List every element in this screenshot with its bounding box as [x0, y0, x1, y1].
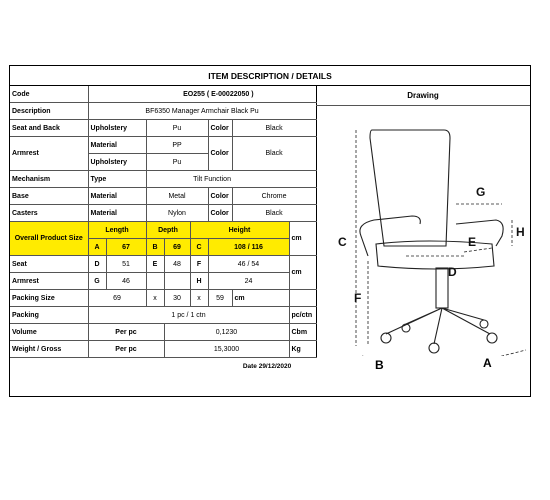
- packing-size-label: Packing Size: [10, 290, 88, 307]
- base-color: Chrome: [232, 188, 316, 205]
- h-label: H: [190, 273, 208, 290]
- dim-label-c: C: [338, 235, 347, 249]
- b-label: B: [146, 239, 164, 256]
- dim-label-b: B: [375, 358, 384, 372]
- description-label: Description: [10, 103, 88, 120]
- base-color-label: Color: [208, 188, 232, 205]
- chair-drawing: [316, 106, 530, 356]
- c-value: 108 / 116: [208, 239, 289, 256]
- chair-base: [386, 308, 490, 344]
- weight-per: Per pc: [88, 341, 164, 358]
- casters-label: Casters: [10, 205, 88, 222]
- packing-size-x1: x: [146, 290, 164, 307]
- armrest-color: Black: [232, 137, 316, 171]
- a-value: 67: [106, 239, 146, 256]
- chair-seat: [376, 241, 494, 269]
- e-value: 48: [164, 256, 190, 273]
- casters-row: [10, 205, 316, 222]
- drawing-ab-labels: [315, 345, 529, 385]
- dim-label-h: H: [516, 225, 525, 239]
- volume-unit: Cbm: [289, 324, 316, 341]
- volume-per: Per pc: [88, 324, 164, 341]
- description-row: [10, 103, 316, 120]
- casters-color: Black: [232, 205, 316, 222]
- armrest-dims-label: Armrest: [10, 273, 88, 290]
- h-value: 24: [208, 273, 289, 290]
- seat-back-row: [10, 120, 316, 137]
- code-row: [10, 86, 316, 103]
- seat-back-color: Black: [232, 120, 316, 137]
- seat-dims-label: Seat: [10, 256, 88, 273]
- d-value: 51: [106, 256, 146, 273]
- d-label: D: [88, 256, 106, 273]
- armrest-upholstery: Pu: [146, 154, 208, 171]
- a-label: A: [88, 239, 106, 256]
- mechanism-label: Mechanism: [10, 171, 88, 188]
- dim-label-d: D: [448, 265, 457, 279]
- armrest-row-1: [10, 137, 316, 154]
- chair-caster: [381, 333, 391, 343]
- dim-label-e: E: [468, 235, 477, 249]
- e-label: E: [146, 256, 164, 273]
- code-value: EO255 ( E-00022050 ): [88, 86, 316, 103]
- dims-unit: cm: [289, 256, 316, 290]
- seat-back-field: Upholstery: [88, 120, 146, 137]
- date-value: Date 29/12/2020: [10, 358, 316, 375]
- weight-label: Weight / Gross: [10, 341, 88, 358]
- base-material: Metal: [146, 188, 208, 205]
- packing-size-l: 69: [88, 290, 146, 307]
- f-value: 46 / 54: [208, 256, 289, 273]
- casters-color-label: Color: [208, 205, 232, 222]
- casters-material: Nylon: [146, 205, 208, 222]
- chair-caster: [487, 333, 497, 343]
- casters-material-label: Material: [88, 205, 146, 222]
- depth-header: Depth: [146, 222, 190, 239]
- volume-value: 0,1230: [164, 324, 289, 341]
- mechanism-type-label: Type: [88, 171, 146, 188]
- armrest-material: PP: [146, 137, 208, 154]
- seat-back-value: Pu: [146, 120, 208, 137]
- armrest-material-label: Material: [88, 137, 146, 154]
- length-header: Length: [88, 222, 146, 239]
- base-label: Base: [10, 188, 88, 205]
- packing-value: 1 pc / 1 ctn: [88, 307, 289, 324]
- armrest-dims-row: [10, 273, 316, 290]
- armrest-label: Armrest: [10, 137, 88, 171]
- weight-value: 15,3000: [164, 341, 289, 358]
- dim-label-a: A: [483, 356, 492, 370]
- armrest-upholstery-label: Upholstery: [88, 154, 146, 171]
- date-row: [10, 358, 316, 375]
- weight-unit: Kg: [289, 341, 316, 358]
- chair-backrest: [370, 130, 450, 246]
- volume-row: [10, 324, 316, 341]
- packing-row: [10, 307, 316, 324]
- armrest-color-label: Color: [208, 137, 232, 171]
- mechanism-value: Tilt Function: [146, 171, 316, 188]
- code-label: Code: [10, 86, 88, 103]
- packing-size-x2: x: [190, 290, 208, 307]
- volume-label: Volume: [10, 324, 88, 341]
- base-material-label: Material: [88, 188, 146, 205]
- overall-unit: cm: [289, 222, 316, 256]
- overall-size-label: Overall Product Size: [10, 222, 88, 256]
- dim-label-g: G: [476, 185, 486, 199]
- overall-header-row: [10, 222, 316, 239]
- packing-size-h: 59: [208, 290, 232, 307]
- g-value: 46: [106, 273, 146, 290]
- dim-label-f: F: [354, 291, 362, 305]
- description-value: BF6350 Manager Armchair Black Pu: [88, 103, 316, 120]
- seat-back-color-label: Color: [208, 120, 232, 137]
- seat-back-label: Seat and Back: [10, 120, 88, 137]
- packing-size-w: 30: [164, 290, 190, 307]
- base-row: [10, 188, 316, 205]
- chair-caster: [480, 320, 488, 328]
- seat-dims-row: [10, 256, 316, 273]
- packing-label: Packing: [10, 307, 88, 324]
- weight-row: [10, 341, 316, 358]
- chair-gas-lift: [436, 268, 448, 308]
- height-header: Height: [190, 222, 289, 239]
- b-value: 69: [164, 239, 190, 256]
- packing-size-row: [10, 290, 316, 307]
- spec-table: [10, 86, 317, 374]
- packing-unit: pc/ctn: [289, 307, 316, 324]
- drawing-title: Drawing: [316, 86, 530, 106]
- mechanism-row: [10, 171, 316, 188]
- c-label: C: [190, 239, 208, 256]
- packing-size-unit: cm: [232, 290, 289, 307]
- f-label: F: [190, 256, 208, 273]
- g-label: G: [88, 273, 106, 290]
- sheet-title: ITEM DESCRIPTION / DETAILS: [10, 66, 530, 86]
